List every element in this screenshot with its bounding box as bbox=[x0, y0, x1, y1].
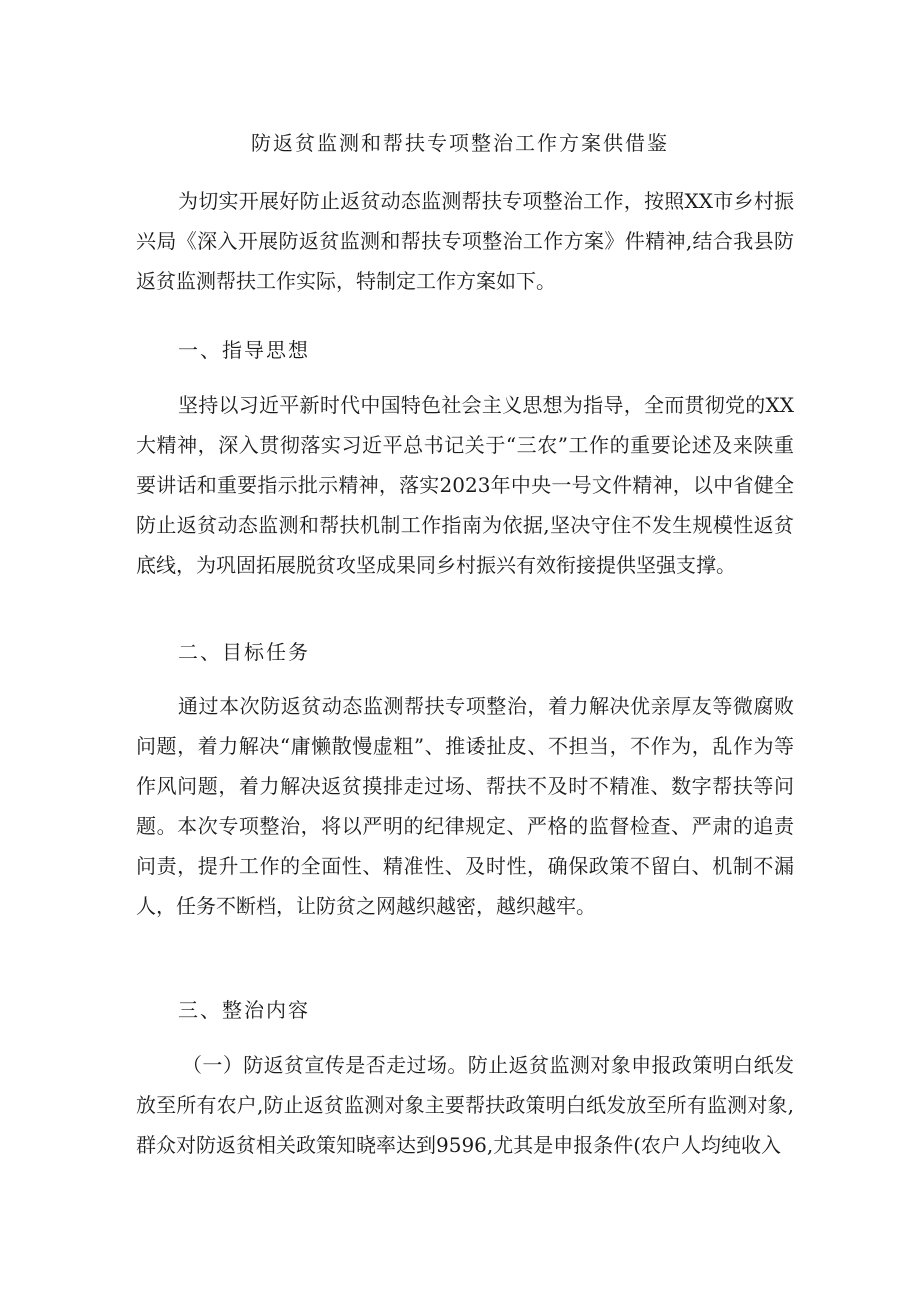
section-heading-guiding-ideology: 一、指导思想 bbox=[178, 338, 310, 362]
intro-paragraph: 为切实开展好防止返贫动态监测帮扶专项整治工作，按照XX市乡村振兴局《深入开展防返贫监测和帮扶专项整治工作方案》件精神,结合我县防返贫监测帮扶工作实际，特制定工作方案如下。 bbox=[136, 189, 794, 293]
section-paragraph-guiding-ideology: 坚持以习近平新时代中国特色社会主义思想为指导，全而贯彻党的XX大精神，深入贯彻落实习近平总书记关于“三农”工作的重要论述及来陕重要讲话和重要指示批示精神，落实2023年中央一号文件精神，以中省健全防止返贫动态监测和帮扶机制工作指南为依据,坚决守住不发生规模性返贫底线，为巩固拓展脱贫攻坚成果同乡村振兴有效衔接提供坚强支撑。 bbox=[136, 393, 794, 577]
section-paragraph-rectification-content: （一）防返贫宣传是否走过场。防止返贫监测对象申报政策明白纸发放至所有农户,防止返贫监测对象主要帮扶政策明白纸发放至所有监测对象,群众对防返贫相关政策知晓率达到9596,尤其是申报条件(农户人均纯收入 bbox=[136, 1053, 794, 1157]
section-heading-goals-tasks: 二、目标任务 bbox=[178, 640, 310, 664]
document-title: 防返贫监测和帮扶专项整治工作方案供借鉴 bbox=[251, 131, 669, 155]
section-paragraph-goals-tasks: 通过本次防返贫动态监测帮扶专项整治，着力解决优亲厚友等微腐败问题，着力解决“庸懒散慢虚粗”、推诿扯皮、不担当，不作为，乱作为等作风问题，着力解决返贫摸排走过场、帮扶不及时不精准、数字帮扶等问题。本次专项整治，将以严明的纪律规定、严格的监督检查、严肃的追责问责，提升工作的全面性、精准性、及时性，确保政策不留白、机制不漏人，任务不断档，让防贫之网越织越密，越织越牢。 bbox=[136, 694, 794, 918]
section-heading-rectification-content: 三、整治内容 bbox=[178, 998, 310, 1022]
